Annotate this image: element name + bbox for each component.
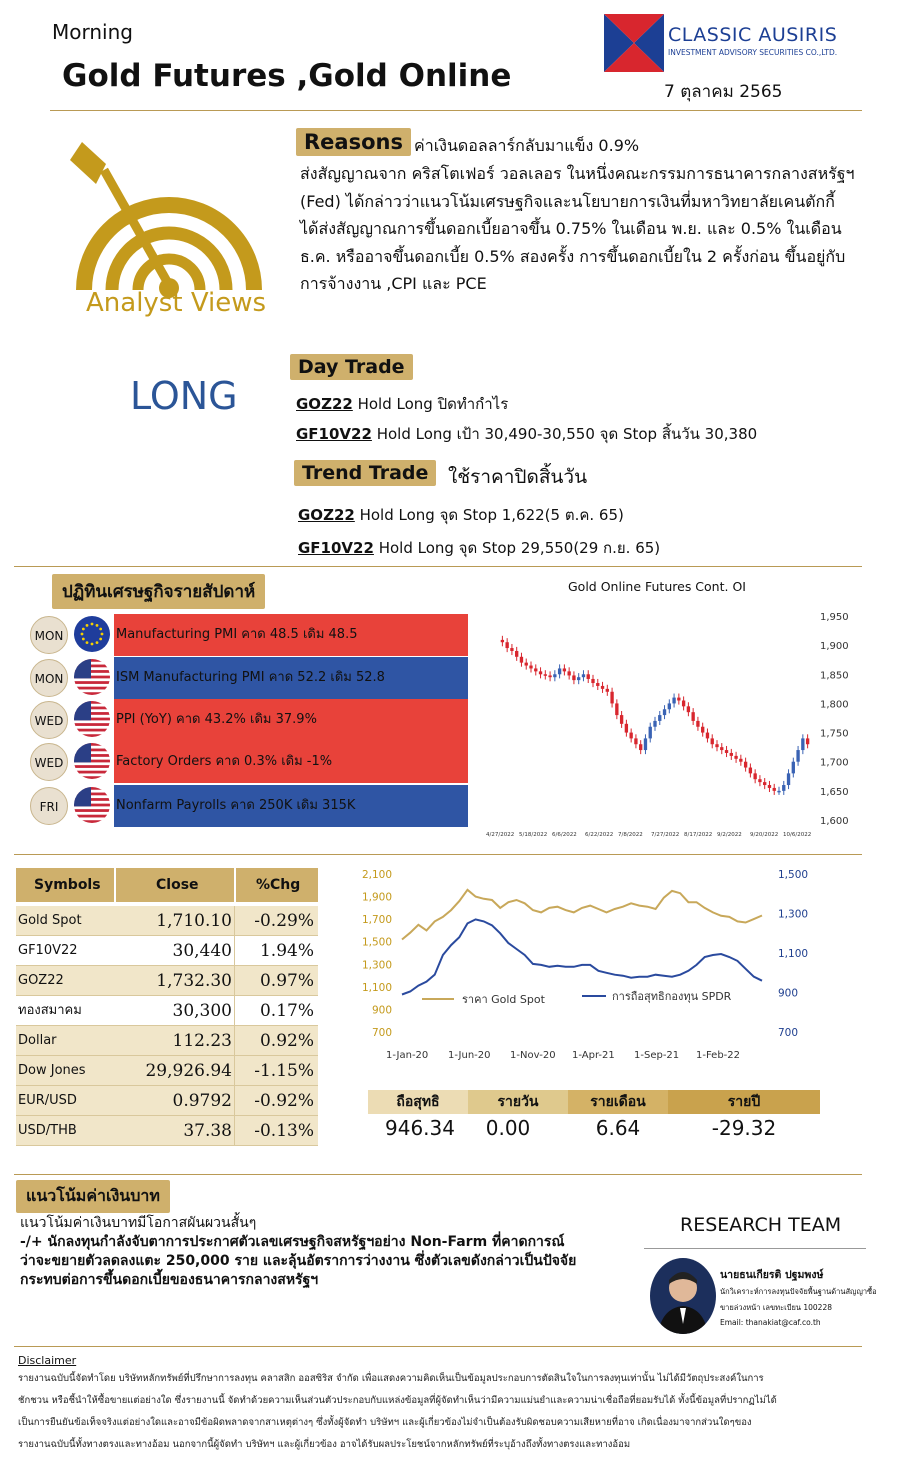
day-trade-row xyxy=(296,422,757,446)
x-tick-label: 1-Jun-20 xyxy=(448,1050,491,1061)
calendar-row xyxy=(30,741,470,781)
candle-body xyxy=(706,733,709,739)
us-flag-icon xyxy=(74,701,110,737)
oi-chart-title: Gold Online Futures Cont. OI xyxy=(568,579,746,594)
candle-body xyxy=(553,674,556,677)
table-row xyxy=(16,966,318,996)
header-close: Close xyxy=(156,877,199,893)
calendar-event: Factory Orders คาด 0.3% เดิม -1% xyxy=(114,741,468,783)
x-tick-label: 7/27/2022 xyxy=(651,832,680,838)
table-row xyxy=(16,1026,318,1056)
candle-body xyxy=(777,791,780,793)
candle-body xyxy=(796,750,799,762)
spdr-values xyxy=(368,1116,820,1144)
table-chg: 0.92% xyxy=(259,1031,314,1051)
x-tick-label: 9/20/2022 xyxy=(750,832,779,838)
candle-body xyxy=(510,648,513,651)
candle-body xyxy=(591,679,594,683)
trend-trade-tag: Trend Trade xyxy=(294,460,436,486)
candle-body xyxy=(534,668,537,671)
x-tick-label: 1-Apr-21 xyxy=(572,1050,615,1061)
left-tick-label: 1,300 xyxy=(361,959,392,972)
table-close: 37.38 xyxy=(183,1121,232,1141)
day-trade-text: Hold Long ปิดทำกำไร xyxy=(352,395,509,413)
candle-body xyxy=(525,663,528,666)
table-close: 1,710.10 xyxy=(156,911,232,931)
table-close: 29,926.94 xyxy=(145,1061,232,1081)
candle-body xyxy=(801,738,804,750)
research-divider xyxy=(644,1248,866,1249)
spdr-header-cell: รายปี xyxy=(668,1090,820,1114)
table-chg: -0.92% xyxy=(254,1091,314,1111)
baht-line: แนวโน้มค่าเงินบาทมีโอกาสผันผวนสั้นๆ xyxy=(20,1215,257,1231)
candle-body xyxy=(725,750,728,753)
candle-body xyxy=(758,779,761,782)
table-symbol: GOZ22 xyxy=(18,973,64,988)
calendar-day: FRI xyxy=(30,787,68,825)
baht-text xyxy=(20,1214,640,1290)
table-row xyxy=(16,996,318,1026)
candle-body xyxy=(515,651,518,657)
header-symbols: Symbols xyxy=(34,877,101,893)
y-tick-label: 1,750 xyxy=(820,728,849,740)
section-divider xyxy=(14,854,862,855)
candle-body xyxy=(749,768,752,774)
calendar-row xyxy=(30,614,470,654)
candle-body xyxy=(577,677,580,680)
candle-body xyxy=(639,744,642,750)
candle-body xyxy=(720,747,723,750)
candle-body xyxy=(682,701,685,707)
candle-body xyxy=(658,715,661,721)
y-tick-label: 1,850 xyxy=(820,670,849,682)
candle-body xyxy=(505,642,508,648)
brand-subtitle: INVESTMENT ADVISORY SECURITIES CO.,LTD. xyxy=(668,48,838,57)
table-close: 30,440 xyxy=(172,941,232,961)
candle-body xyxy=(696,721,699,727)
candle-body xyxy=(567,671,570,675)
x-tick-label: 5/18/2022 xyxy=(519,832,548,838)
candle-body xyxy=(634,738,637,744)
candle-body xyxy=(501,640,504,642)
candle-body xyxy=(744,762,747,768)
trend-trade-symbol: GF10V22 xyxy=(298,539,374,557)
us-flag-icon xyxy=(74,659,110,695)
table-close: 0.9792 xyxy=(172,1091,232,1111)
spdr-header-cell: รายเดือน xyxy=(568,1090,668,1114)
table-column-divider xyxy=(234,906,235,1146)
left-tick-label: 700 xyxy=(371,1027,392,1039)
candle-body xyxy=(601,686,604,689)
calendar-event: ISM Manufacturing PMI คาด 52.2 เดิม 52.8 xyxy=(114,657,468,699)
y-tick-label: 1,700 xyxy=(820,757,849,769)
table-chg: 0.97% xyxy=(259,971,314,991)
candle-body xyxy=(792,762,795,774)
table-row xyxy=(16,906,318,936)
baht-tag: แนวโน้มค่าเงินบาท xyxy=(16,1180,170,1213)
person-photo-icon xyxy=(650,1258,716,1334)
legend-label-spdr: การถือสุทธิกองทุน SPDR xyxy=(612,990,732,1003)
x-tick-label: 6/6/2022 xyxy=(552,832,577,838)
table-symbol: GF10V22 xyxy=(18,943,78,958)
day-trade-tag: Day Trade xyxy=(290,354,413,380)
left-tick-label: 1,500 xyxy=(361,936,392,949)
calendar-row xyxy=(30,699,470,739)
us-flag-icon xyxy=(74,743,110,779)
calendar-event: Nonfarm Payrolls คาด 250K เดิม 315K xyxy=(114,785,468,827)
right-tick-label: 1,100 xyxy=(778,948,809,960)
spdr-value: 946.34 xyxy=(385,1116,455,1140)
x-tick-label: 1-Feb-22 xyxy=(696,1050,741,1061)
table-header-divider xyxy=(114,868,116,902)
candle-body xyxy=(687,706,690,712)
candle-body xyxy=(715,744,718,747)
eu-flag-icon xyxy=(74,616,110,652)
candle-body xyxy=(629,733,632,739)
brand-name: CLASSIC AUSIRIS xyxy=(668,24,838,46)
section-divider xyxy=(14,1174,862,1175)
disclaimer-text xyxy=(18,1368,878,1456)
candle-body xyxy=(806,738,809,744)
day-trade-symbol: GOZ22 xyxy=(296,395,353,413)
candle-body xyxy=(663,709,666,715)
table-chg: -0.13% xyxy=(254,1121,314,1141)
spdr-header xyxy=(368,1090,820,1114)
reasons-line: ธ.ค. หรืออาจขึ้นดอกเบี้ย 0.5% สองครั้ง การขึ้นดอกเบี้ยใน 2 ครั้งก่อน ขึ้นอยู่กับ xyxy=(300,246,846,266)
reasons-line: (Fed) ได้กล่าวว่าแนวโน้มเศรษฐกิจและนโยบายการเงินที่มหาวิทยาลัยเคนตักกี้ xyxy=(300,191,835,211)
trend-trade-row xyxy=(298,503,624,527)
table-row xyxy=(16,1086,318,1116)
reasons-tag: Reasons xyxy=(296,128,411,156)
spdr-value: 6.64 xyxy=(595,1116,641,1140)
candle-body xyxy=(763,782,766,785)
candle-body xyxy=(711,738,714,744)
candle-body xyxy=(539,671,542,674)
reasons-text xyxy=(300,160,880,298)
baht-line: กระทบต่อการขึ้นดอกเบี้ยของธนาคารกลางสหรัฐฯ xyxy=(20,1272,319,1288)
candle-body xyxy=(558,668,561,674)
x-tick-label: 1-Sep-21 xyxy=(634,1050,680,1061)
candle-body xyxy=(768,785,771,788)
table-chg: 0.17% xyxy=(259,1001,314,1021)
table-close: 1,732.30 xyxy=(156,971,232,991)
y-tick-label: 1,800 xyxy=(820,699,849,711)
candle-body xyxy=(582,674,585,677)
right-tick-label: 1,500 xyxy=(778,869,809,881)
table-chg: 1.94% xyxy=(259,941,314,961)
report-date: 7 ตุลาคม 2565 xyxy=(664,82,783,102)
candle-body xyxy=(563,668,566,671)
morning-label: Morning xyxy=(52,20,133,44)
x-tick-label: 7/8/2022 xyxy=(618,832,643,838)
candle-body xyxy=(782,785,785,791)
table-close: 30,300 xyxy=(172,1001,232,1021)
header-chg: %Chg xyxy=(256,877,301,893)
candle-body xyxy=(649,727,652,739)
table-header-divider xyxy=(234,868,236,902)
candle-body xyxy=(668,703,671,709)
calendar-event: PPI (YoY) คาด 43.2% เดิม 37.9% xyxy=(114,699,468,741)
series-line-spdr xyxy=(402,919,762,994)
research-role: ขายล่วงหน้า เลขทะเบียน 100228 xyxy=(720,1303,832,1312)
candle-body xyxy=(610,692,613,704)
day-trade-symbol: GF10V22 xyxy=(296,425,372,443)
left-tick-label: 1,900 xyxy=(361,891,392,904)
research-name: นายธนเกียรติ ปฐมพงษ์ xyxy=(720,1269,824,1281)
left-tick-label: 1,100 xyxy=(361,981,392,994)
calendar-day: WED xyxy=(30,701,68,739)
table-close: 112.23 xyxy=(172,1031,232,1051)
section-divider xyxy=(14,566,862,567)
calendar-day: WED xyxy=(30,743,68,781)
candle-body xyxy=(773,788,776,791)
right-tick-label: 700 xyxy=(778,1027,799,1039)
trend-trade-text: Hold Long จุด Stop 1,622(5 ต.ค. 65) xyxy=(354,506,624,524)
page-title: Gold Futures ,Gold Online xyxy=(62,58,512,94)
calendar-event: Manufacturing PMI คาด 48.5 เดิม 48.5 xyxy=(114,614,468,656)
day-trade-text: Hold Long เป้า 30,490-30,550 จุด Stop สิ้นวัน 30,380 xyxy=(371,425,758,443)
left-tick-label: 2,100 xyxy=(361,869,392,881)
x-tick-label: 4/27/2022 xyxy=(486,832,515,838)
left-tick-label: 900 xyxy=(371,1004,392,1017)
candle-body xyxy=(615,703,618,715)
reasons-line: ได้ส่งสัญญาณการขึ้นดอกเบี้ยอาจขึ้น 0.75% ในเดือน พ.ย. และ 0.5% ในเดือน xyxy=(300,219,842,238)
section-divider xyxy=(14,1346,862,1347)
candle-body xyxy=(644,738,647,750)
y-tick-label: 1,650 xyxy=(820,786,849,798)
disclaimer-line: เป็นการยืนยันข้อเท็จจริงแต่อย่างใดและอาจมีข้อผิดพลาดจากสาเหตุต่างๆ ซึ่งทั้งผู้จัดทำ บริษัทฯ และผู้เกี่ยวข้องไม่จำเป็นต้องรับผิดชอบความเสียหายที่อาจ เกิดเนื่องมาจากส่วนใดๆของ xyxy=(18,1417,752,1428)
x-tick-label: 1-Nov-20 xyxy=(510,1050,556,1061)
spdr-header-cell: ถือสุทธิ xyxy=(368,1090,468,1114)
reasons-line: การจ้างงาน ,CPI และ PCE xyxy=(300,274,487,293)
day-trade-row xyxy=(296,392,508,416)
candle-body xyxy=(544,674,547,676)
candle-body xyxy=(730,753,733,756)
x-tick-label: 8/17/2022 xyxy=(684,832,713,838)
legend-label-gold-spot: ราคา Gold Spot xyxy=(462,993,545,1006)
calendar-row xyxy=(30,785,470,825)
right-tick-label: 1,300 xyxy=(778,908,809,921)
trend-trade-text: Hold Long จุด Stop 29,550(29 ก.ย. 65) xyxy=(373,539,661,557)
disclaimer-line: ชักชวน หรือชี้นำให้ซื้อขายแต่อย่างใด ซึ่งรายงานนี้ จัดทำด้วยความเห็นส่วนตัวประกอบกับแหล่งข้อมูลที่ผู้จัดทำเห็นว่ามีความแม่นยำและความน่าเชื่อถือที่ยอมรับได้ ทั้งนี้ข้อมูลที่ปรากฏไม่ได้ xyxy=(18,1395,777,1406)
disclaimer-title: Disclaimer xyxy=(18,1354,77,1367)
spdr-value: 0.00 xyxy=(485,1116,531,1140)
calendar-title: ปฏิทินเศรษฐกิจรายสัปดาห์ xyxy=(52,574,265,609)
research-email: Email: thanakiat@caf.co.th xyxy=(720,1318,821,1327)
candle-body xyxy=(529,666,532,669)
series-line-gold-spot xyxy=(402,890,762,940)
calendar-day: MON xyxy=(30,659,68,697)
brand-logo xyxy=(604,14,664,72)
research-role: นักวิเคราะห์การลงทุนปัจจัยพื้นฐานด้านสัญญาซื้อ xyxy=(720,1287,877,1296)
baht-line: -/+ นักลงทุนกำลังจับตาการประกาศตัวเลขเศรษฐกิจสหรัฐฯอย่าง Non-Farm ที่คาดการณ์ xyxy=(20,1234,565,1250)
table-row xyxy=(16,1116,318,1146)
oi-candle-chart xyxy=(480,600,860,840)
analyst-views-label: Analyst Views xyxy=(86,288,267,318)
y-tick-label: 1,900 xyxy=(820,641,849,653)
candle-body xyxy=(620,715,623,724)
research-team-title: RESEARCH TEAM xyxy=(680,1214,842,1236)
table-symbol: Dow Jones xyxy=(18,1063,86,1078)
candle-body xyxy=(672,698,675,704)
calendar-day: MON xyxy=(30,616,68,654)
candle-body xyxy=(572,675,575,680)
table-row xyxy=(16,1056,318,1086)
table-row xyxy=(16,936,318,966)
brand-logo-icon xyxy=(604,14,664,72)
spdr-header-cell: รายวัน xyxy=(468,1090,568,1114)
candle-body xyxy=(548,675,551,677)
signal-long: LONG xyxy=(130,374,238,418)
calendar-row xyxy=(30,657,470,697)
table-symbol: Gold Spot xyxy=(18,913,82,928)
y-tick-label: 1,950 xyxy=(820,612,849,623)
us-flag-icon xyxy=(74,787,110,823)
candle-body xyxy=(691,712,694,721)
candle-body xyxy=(653,721,656,727)
candle-body xyxy=(787,773,790,785)
trend-trade-row xyxy=(298,536,660,560)
candle-body xyxy=(753,773,756,779)
reasons-headline: ค่าเงินดอลลาร์กลับมาแข็ง 0.9% xyxy=(414,136,640,155)
candle-body xyxy=(587,674,590,679)
candle-body xyxy=(625,724,628,733)
spdr-value: -29.32 xyxy=(711,1116,777,1140)
x-tick-label: 9/2/2022 xyxy=(717,832,742,838)
x-tick-label: 1-Jan-20 xyxy=(386,1050,429,1061)
candle-body xyxy=(739,759,742,762)
header-divider xyxy=(50,110,862,111)
x-tick-label: 6/22/2022 xyxy=(585,832,614,838)
candle-body xyxy=(520,657,523,663)
table-symbol: EUR/USD xyxy=(18,1093,77,1108)
disclaimer-line: รายงานฉบับนี้จัดทำโดย บริษัทหลักทรัพย์ที่ปรึกษาการลงทุน คลาสสิก ออสซิริส จำกัด เพื่อแสดงความคิดเห็นเป็นข้อมูลประกอบการตัดสินใจในการลงทุนเท่านั้น ไม่ได้มีวัตถุประสงค์ในการ xyxy=(18,1373,764,1384)
trend-trade-note: ใช้ราคาปิดสิ้นวัน xyxy=(448,466,588,488)
table-chg: -0.29% xyxy=(254,911,314,931)
right-tick-label: 900 xyxy=(778,987,799,1000)
gold-spdr-chart xyxy=(350,860,830,1070)
disclaimer-line: รายงานฉบับนี้ทั้งทางตรงและทางอ้อม นอกจากนี้ผู้จัดทำ บริษัทฯ และผู้เกี่ยวข้อง อาจได้รับผลประโยชน์จากหลักทรัพย์ที่ระบุอ้างถึงทั้งทางตรงและทางอ้อม xyxy=(18,1439,631,1450)
table-symbol: USD/THB xyxy=(18,1123,77,1138)
y-tick-label: 1,600 xyxy=(820,816,849,827)
table-symbol: ทองสมาคม xyxy=(18,1003,82,1018)
reasons-line: ส่งสัญญาณจาก คริสโตเฟอร์ วอลเลอร ในหนึ่งคณะกรรมการธนาคารกลางสหรัฐฯ xyxy=(300,164,855,183)
baht-line: ว่าจะขยายตัวลดลงแตะ 250,000 ราย และลุ้นอัตราการว่างงาน ซึ่งตัวเลขดังกล่าวเป็นปัจจัย xyxy=(20,1253,577,1269)
left-tick-label: 1,700 xyxy=(361,914,392,927)
candle-body xyxy=(734,756,737,759)
candle-body xyxy=(677,698,680,701)
x-tick-label: 10/6/2022 xyxy=(783,832,812,838)
candle-body xyxy=(596,683,599,686)
analyst-avatar xyxy=(650,1258,716,1334)
table-chg: -1.15% xyxy=(254,1061,314,1081)
table-symbol: Dollar xyxy=(18,1033,57,1048)
symbols-table-header xyxy=(16,868,318,902)
candle-body xyxy=(606,689,609,692)
candle-body xyxy=(701,727,704,733)
trend-trade-symbol: GOZ22 xyxy=(298,506,355,524)
